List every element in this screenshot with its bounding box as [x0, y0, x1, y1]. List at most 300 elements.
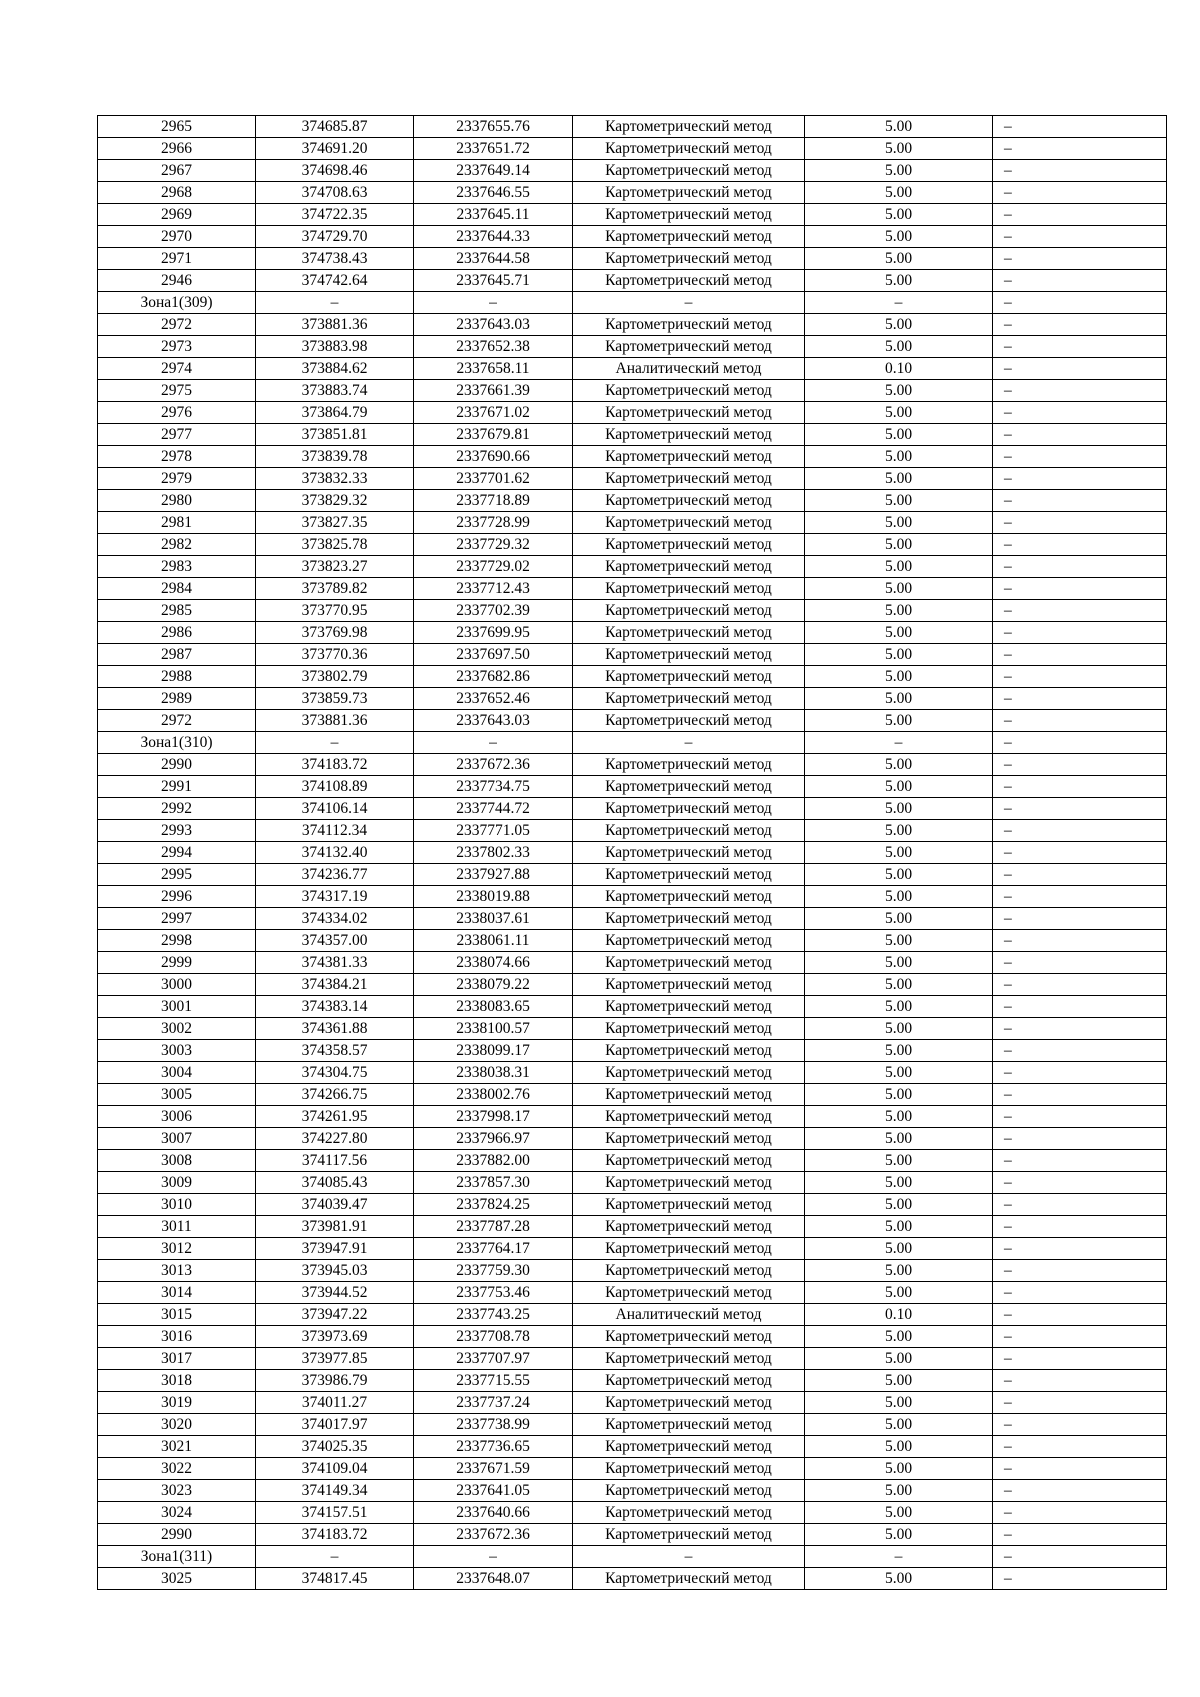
x-coordinate-cell: 374236.77 — [256, 864, 414, 886]
table-row — [98, 578, 1167, 600]
accuracy-cell: 5.00 — [805, 138, 993, 160]
accuracy-cell: 5.00 — [805, 1128, 993, 1150]
y-coordinate-cell: 2337729.32 — [414, 534, 573, 556]
table-row — [98, 754, 1167, 776]
table-row — [98, 622, 1167, 644]
accuracy-cell: 5.00 — [805, 116, 993, 138]
point-number-cell: 2981 — [98, 512, 256, 534]
remark-cell: – — [993, 248, 1167, 270]
x-coordinate-cell: 374132.40 — [256, 842, 414, 864]
remark-cell: – — [993, 138, 1167, 160]
table-row — [98, 1436, 1167, 1458]
x-coordinate-cell: 374261.95 — [256, 1106, 414, 1128]
y-coordinate-cell: 2337645.71 — [414, 270, 573, 292]
y-coordinate-cell: 2337712.43 — [414, 578, 573, 600]
point-number-cell: 2978 — [98, 446, 256, 468]
method-cell: Картометрический метод — [573, 1436, 805, 1458]
table-row — [98, 1524, 1167, 1546]
remark-cell: – — [993, 1502, 1167, 1524]
y-coordinate-cell: 2337744.72 — [414, 798, 573, 820]
x-coordinate-cell: 373825.78 — [256, 534, 414, 556]
point-number-cell: 2986 — [98, 622, 256, 644]
method-cell: Картометрический метод — [573, 1282, 805, 1304]
table-row — [98, 446, 1167, 468]
x-coordinate-cell: 374383.14 — [256, 996, 414, 1018]
y-coordinate-cell: 2337644.33 — [414, 226, 573, 248]
point-number-cell: 2995 — [98, 864, 256, 886]
accuracy-cell: 5.00 — [805, 1502, 993, 1524]
point-number-cell: 3023 — [98, 1480, 256, 1502]
x-coordinate-cell: 374112.34 — [256, 820, 414, 842]
table-row — [98, 1546, 1167, 1568]
y-coordinate-cell: 2337652.38 — [414, 336, 573, 358]
y-coordinate-cell: 2337640.66 — [414, 1502, 573, 1524]
table-row — [98, 710, 1167, 732]
remark-cell: – — [993, 732, 1167, 754]
table-row — [98, 974, 1167, 996]
x-coordinate-cell: 373832.33 — [256, 468, 414, 490]
remark-cell: – — [993, 1546, 1167, 1568]
point-number-cell: Зона1(311) — [98, 1546, 256, 1568]
point-number-cell: 3014 — [98, 1282, 256, 1304]
method-cell: Аналитический метод — [573, 358, 805, 380]
accuracy-cell: 5.00 — [805, 908, 993, 930]
accuracy-cell: 0.10 — [805, 358, 993, 380]
accuracy-cell: 5.00 — [805, 974, 993, 996]
remark-cell: – — [993, 798, 1167, 820]
x-coordinate-cell: 374266.75 — [256, 1084, 414, 1106]
point-number-cell: 2990 — [98, 1524, 256, 1546]
method-cell: Картометрический метод — [573, 886, 805, 908]
accuracy-cell: 5.00 — [805, 578, 993, 600]
remark-cell: – — [993, 512, 1167, 534]
method-cell: Картометрический метод — [573, 468, 805, 490]
x-coordinate-cell: 373769.98 — [256, 622, 414, 644]
method-cell: Картометрический метод — [573, 314, 805, 336]
y-coordinate-cell: 2337736.65 — [414, 1436, 573, 1458]
point-number-cell: 3020 — [98, 1414, 256, 1436]
y-coordinate-cell: 2337998.17 — [414, 1106, 573, 1128]
x-coordinate-cell: 373947.91 — [256, 1238, 414, 1260]
point-number-cell: 2985 — [98, 600, 256, 622]
point-number-cell: 2994 — [98, 842, 256, 864]
point-number-cell: 3002 — [98, 1018, 256, 1040]
accuracy-cell: 5.00 — [805, 380, 993, 402]
table-row — [98, 1172, 1167, 1194]
method-cell: Картометрический метод — [573, 1568, 805, 1590]
table-row — [98, 314, 1167, 336]
accuracy-cell: 5.00 — [805, 644, 993, 666]
y-coordinate-cell: 2338099.17 — [414, 1040, 573, 1062]
remark-cell: – — [993, 116, 1167, 138]
y-coordinate-cell: 2337718.89 — [414, 490, 573, 512]
remark-cell: – — [993, 534, 1167, 556]
y-coordinate-cell: 2338019.88 — [414, 886, 573, 908]
method-cell: Картометрический метод — [573, 270, 805, 292]
table-row — [98, 292, 1167, 314]
x-coordinate-cell: 374157.51 — [256, 1502, 414, 1524]
table-row — [98, 1480, 1167, 1502]
table-row — [98, 380, 1167, 402]
method-cell: Картометрический метод — [573, 996, 805, 1018]
x-coordinate-cell: 373981.91 — [256, 1216, 414, 1238]
table-row — [98, 138, 1167, 160]
point-number-cell: 2998 — [98, 930, 256, 952]
method-cell: Картометрический метод — [573, 1392, 805, 1414]
y-coordinate-cell: 2337966.97 — [414, 1128, 573, 1150]
accuracy-cell: 5.00 — [805, 1568, 993, 1590]
point-number-cell: 2977 — [98, 424, 256, 446]
y-coordinate-cell: 2337682.86 — [414, 666, 573, 688]
remark-cell: – — [993, 182, 1167, 204]
y-coordinate-cell: 2337643.03 — [414, 710, 573, 732]
x-coordinate-cell: 373944.52 — [256, 1282, 414, 1304]
method-cell: Картометрический метод — [573, 446, 805, 468]
remark-cell: – — [993, 1062, 1167, 1084]
y-coordinate-cell: 2337759.30 — [414, 1260, 573, 1282]
x-coordinate-cell: 374183.72 — [256, 1524, 414, 1546]
y-coordinate-cell: 2337729.02 — [414, 556, 573, 578]
table-row — [98, 1458, 1167, 1480]
accuracy-cell: 5.00 — [805, 490, 993, 512]
method-cell: Картометрический метод — [573, 336, 805, 358]
accuracy-cell: 5.00 — [805, 1018, 993, 1040]
point-number-cell: 3004 — [98, 1062, 256, 1084]
method-cell: Картометрический метод — [573, 1128, 805, 1150]
x-coordinate-cell: 374317.19 — [256, 886, 414, 908]
remark-cell: – — [993, 292, 1167, 314]
method-cell: Картометрический метод — [573, 842, 805, 864]
remark-cell: – — [993, 996, 1167, 1018]
point-number-cell: 3005 — [98, 1084, 256, 1106]
x-coordinate-cell: 374039.47 — [256, 1194, 414, 1216]
method-cell: Картометрический метод — [573, 534, 805, 556]
accuracy-cell: 5.00 — [805, 248, 993, 270]
y-coordinate-cell: 2337927.88 — [414, 864, 573, 886]
accuracy-cell: 5.00 — [805, 1216, 993, 1238]
y-coordinate-cell: 2337679.81 — [414, 424, 573, 446]
point-number-cell: 2979 — [98, 468, 256, 490]
point-number-cell: 3016 — [98, 1326, 256, 1348]
point-number-cell: 2967 — [98, 160, 256, 182]
point-number-cell: Зона1(309) — [98, 292, 256, 314]
x-coordinate-cell: – — [256, 732, 414, 754]
method-cell: Картометрический метод — [573, 1524, 805, 1546]
accuracy-cell: 5.00 — [805, 1370, 993, 1392]
accuracy-cell: 5.00 — [805, 1458, 993, 1480]
x-coordinate-cell: 374698.46 — [256, 160, 414, 182]
method-cell: Картометрический метод — [573, 1172, 805, 1194]
method-cell: Картометрический метод — [573, 1502, 805, 1524]
table-row — [98, 1216, 1167, 1238]
remark-cell: – — [993, 468, 1167, 490]
point-number-cell: 3021 — [98, 1436, 256, 1458]
table-row — [98, 1568, 1167, 1590]
method-cell: Картометрический метод — [573, 600, 805, 622]
x-coordinate-cell: 373802.79 — [256, 666, 414, 688]
point-number-cell: 3015 — [98, 1304, 256, 1326]
accuracy-cell: 5.00 — [805, 952, 993, 974]
point-number-cell: 3012 — [98, 1238, 256, 1260]
table-row — [98, 842, 1167, 864]
point-number-cell: 2988 — [98, 666, 256, 688]
remark-cell: – — [993, 688, 1167, 710]
accuracy-cell: 5.00 — [805, 1150, 993, 1172]
x-coordinate-cell: 374361.88 — [256, 1018, 414, 1040]
table-row — [98, 226, 1167, 248]
table-row — [98, 666, 1167, 688]
method-cell: Картометрический метод — [573, 1326, 805, 1348]
y-coordinate-cell: 2337690.66 — [414, 446, 573, 468]
remark-cell: – — [993, 644, 1167, 666]
x-coordinate-cell: 373884.62 — [256, 358, 414, 380]
accuracy-cell: 5.00 — [805, 1062, 993, 1084]
y-coordinate-cell: 2337787.28 — [414, 1216, 573, 1238]
remark-cell: – — [993, 1568, 1167, 1590]
table-row — [98, 490, 1167, 512]
y-coordinate-cell: – — [414, 292, 573, 314]
x-coordinate-cell: 374017.97 — [256, 1414, 414, 1436]
point-number-cell: 3024 — [98, 1502, 256, 1524]
y-coordinate-cell: 2338100.57 — [414, 1018, 573, 1040]
table-row — [98, 1128, 1167, 1150]
point-number-cell: 2987 — [98, 644, 256, 666]
x-coordinate-cell: 374358.57 — [256, 1040, 414, 1062]
point-number-cell: 2973 — [98, 336, 256, 358]
point-number-cell: 2980 — [98, 490, 256, 512]
remark-cell: – — [993, 1238, 1167, 1260]
x-coordinate-cell: 373881.36 — [256, 314, 414, 336]
coordinates-table-body — [98, 116, 1167, 1590]
y-coordinate-cell: 2337645.11 — [414, 204, 573, 226]
y-coordinate-cell: 2337697.50 — [414, 644, 573, 666]
point-number-cell: 2971 — [98, 248, 256, 270]
accuracy-cell: 5.00 — [805, 1282, 993, 1304]
table-row — [98, 336, 1167, 358]
remark-cell: – — [993, 556, 1167, 578]
table-row — [98, 1304, 1167, 1326]
method-cell: Картометрический метод — [573, 1106, 805, 1128]
remark-cell: – — [993, 842, 1167, 864]
accuracy-cell: 5.00 — [805, 534, 993, 556]
y-coordinate-cell: 2337738.99 — [414, 1414, 573, 1436]
table-row — [98, 600, 1167, 622]
method-cell: Картометрический метод — [573, 1414, 805, 1436]
table-row — [98, 644, 1167, 666]
accuracy-cell: 5.00 — [805, 1172, 993, 1194]
y-coordinate-cell: 2337651.72 — [414, 138, 573, 160]
x-coordinate-cell: 373986.79 — [256, 1370, 414, 1392]
point-number-cell: 2946 — [98, 270, 256, 292]
table-row — [98, 512, 1167, 534]
x-coordinate-cell: 374691.20 — [256, 138, 414, 160]
y-coordinate-cell: 2337641.05 — [414, 1480, 573, 1502]
y-coordinate-cell: 2337857.30 — [414, 1172, 573, 1194]
accuracy-cell: 5.00 — [805, 820, 993, 842]
remark-cell: – — [993, 270, 1167, 292]
accuracy-cell: 5.00 — [805, 204, 993, 226]
accuracy-cell: 5.00 — [805, 798, 993, 820]
point-number-cell: 3010 — [98, 1194, 256, 1216]
x-coordinate-cell: 373883.74 — [256, 380, 414, 402]
point-number-cell: 2991 — [98, 776, 256, 798]
table-row — [98, 1194, 1167, 1216]
remark-cell: – — [993, 336, 1167, 358]
method-cell: Картометрический метод — [573, 688, 805, 710]
remark-cell: – — [993, 490, 1167, 512]
table-row — [98, 1414, 1167, 1436]
remark-cell: – — [993, 1150, 1167, 1172]
accuracy-cell: 5.00 — [805, 1392, 993, 1414]
y-coordinate-cell: 2337753.46 — [414, 1282, 573, 1304]
remark-cell: – — [993, 600, 1167, 622]
table-row — [98, 1326, 1167, 1348]
accuracy-cell: 5.00 — [805, 600, 993, 622]
accuracy-cell: 5.00 — [805, 1414, 993, 1436]
x-coordinate-cell: 373851.81 — [256, 424, 414, 446]
point-number-cell: 2993 — [98, 820, 256, 842]
point-number-cell: 3003 — [98, 1040, 256, 1062]
remark-cell: – — [993, 952, 1167, 974]
table-row — [98, 160, 1167, 182]
y-coordinate-cell: 2337658.11 — [414, 358, 573, 380]
y-coordinate-cell: 2337764.17 — [414, 1238, 573, 1260]
method-cell: Картометрический метод — [573, 974, 805, 996]
point-number-cell: 2996 — [98, 886, 256, 908]
accuracy-cell: 5.00 — [805, 1084, 993, 1106]
table-row — [98, 952, 1167, 974]
x-coordinate-cell: 374109.04 — [256, 1458, 414, 1480]
table-row — [98, 1260, 1167, 1282]
remark-cell: – — [993, 864, 1167, 886]
table-row — [98, 204, 1167, 226]
x-coordinate-cell: 373839.78 — [256, 446, 414, 468]
y-coordinate-cell: 2337728.99 — [414, 512, 573, 534]
table-row — [98, 182, 1167, 204]
y-coordinate-cell: 2337661.39 — [414, 380, 573, 402]
point-number-cell: 3009 — [98, 1172, 256, 1194]
accuracy-cell: 5.00 — [805, 1040, 993, 1062]
method-cell: Картометрический метод — [573, 930, 805, 952]
method-cell: Картометрический метод — [573, 1260, 805, 1282]
method-cell: Картометрический метод — [573, 1062, 805, 1084]
remark-cell: – — [993, 1018, 1167, 1040]
y-coordinate-cell: 2338079.22 — [414, 974, 573, 996]
x-coordinate-cell: 373829.32 — [256, 490, 414, 512]
remark-cell: – — [993, 1172, 1167, 1194]
y-coordinate-cell: 2337737.24 — [414, 1392, 573, 1414]
accuracy-cell: – — [805, 292, 993, 314]
remark-cell: – — [993, 1106, 1167, 1128]
point-number-cell: 2968 — [98, 182, 256, 204]
remark-cell: – — [993, 1414, 1167, 1436]
point-number-cell: 2969 — [98, 204, 256, 226]
method-cell: Картометрический метод — [573, 754, 805, 776]
y-coordinate-cell: 2337671.02 — [414, 402, 573, 424]
accuracy-cell: 5.00 — [805, 688, 993, 710]
accuracy-cell: 5.00 — [805, 622, 993, 644]
method-cell: Картометрический метод — [573, 204, 805, 226]
method-cell: Картометрический метод — [573, 644, 805, 666]
method-cell: Картометрический метод — [573, 776, 805, 798]
y-coordinate-cell: 2337672.36 — [414, 1524, 573, 1546]
method-cell: – — [573, 1546, 805, 1568]
remark-cell: – — [993, 886, 1167, 908]
accuracy-cell: 5.00 — [805, 1238, 993, 1260]
accuracy-cell: – — [805, 732, 993, 754]
method-cell: Картометрический метод — [573, 512, 805, 534]
accuracy-cell: 5.00 — [805, 512, 993, 534]
accuracy-cell: 5.00 — [805, 666, 993, 688]
remark-cell: – — [993, 380, 1167, 402]
method-cell: Картометрический метод — [573, 490, 805, 512]
x-coordinate-cell: 374183.72 — [256, 754, 414, 776]
x-coordinate-cell: – — [256, 292, 414, 314]
remark-cell: – — [993, 1040, 1167, 1062]
remark-cell: – — [993, 402, 1167, 424]
method-cell: Картометрический метод — [573, 1150, 805, 1172]
x-coordinate-cell: 374025.35 — [256, 1436, 414, 1458]
method-cell: Картометрический метод — [573, 710, 805, 732]
remark-cell: – — [993, 1370, 1167, 1392]
accuracy-cell: 5.00 — [805, 226, 993, 248]
remark-cell: – — [993, 314, 1167, 336]
remark-cell: – — [993, 908, 1167, 930]
table-row — [98, 468, 1167, 490]
method-cell: Картометрический метод — [573, 116, 805, 138]
table-row — [98, 1392, 1167, 1414]
y-coordinate-cell: 2337882.00 — [414, 1150, 573, 1172]
method-cell: – — [573, 292, 805, 314]
accuracy-cell: 5.00 — [805, 468, 993, 490]
table-row — [98, 116, 1167, 138]
accuracy-cell: 5.00 — [805, 336, 993, 358]
x-coordinate-cell: 374381.33 — [256, 952, 414, 974]
point-number-cell: 2974 — [98, 358, 256, 380]
accuracy-cell: 5.00 — [805, 1194, 993, 1216]
table-row — [98, 534, 1167, 556]
point-number-cell: 3022 — [98, 1458, 256, 1480]
method-cell: Картометрический метод — [573, 402, 805, 424]
table-row — [98, 996, 1167, 1018]
point-number-cell: 2965 — [98, 116, 256, 138]
accuracy-cell: 5.00 — [805, 930, 993, 952]
point-number-cell: 2970 — [98, 226, 256, 248]
x-coordinate-cell: 373827.35 — [256, 512, 414, 534]
accuracy-cell: 5.00 — [805, 1436, 993, 1458]
method-cell: Картометрический метод — [573, 864, 805, 886]
x-coordinate-cell: 374742.64 — [256, 270, 414, 292]
y-coordinate-cell: 2337802.33 — [414, 842, 573, 864]
y-coordinate-cell: 2337824.25 — [414, 1194, 573, 1216]
y-coordinate-cell: 2337643.03 — [414, 314, 573, 336]
accuracy-cell: 5.00 — [805, 160, 993, 182]
remark-cell: – — [993, 1480, 1167, 1502]
remark-cell: – — [993, 204, 1167, 226]
x-coordinate-cell: 373770.95 — [256, 600, 414, 622]
remark-cell: – — [993, 776, 1167, 798]
table-row — [98, 1084, 1167, 1106]
accuracy-cell: 5.00 — [805, 842, 993, 864]
x-coordinate-cell: 374149.34 — [256, 1480, 414, 1502]
x-coordinate-cell: 373823.27 — [256, 556, 414, 578]
y-coordinate-cell: 2337644.58 — [414, 248, 573, 270]
method-cell: Картометрический метод — [573, 908, 805, 930]
method-cell: Картометрический метод — [573, 226, 805, 248]
table-row — [98, 732, 1167, 754]
y-coordinate-cell: 2338002.76 — [414, 1084, 573, 1106]
x-coordinate-cell: 373977.85 — [256, 1348, 414, 1370]
